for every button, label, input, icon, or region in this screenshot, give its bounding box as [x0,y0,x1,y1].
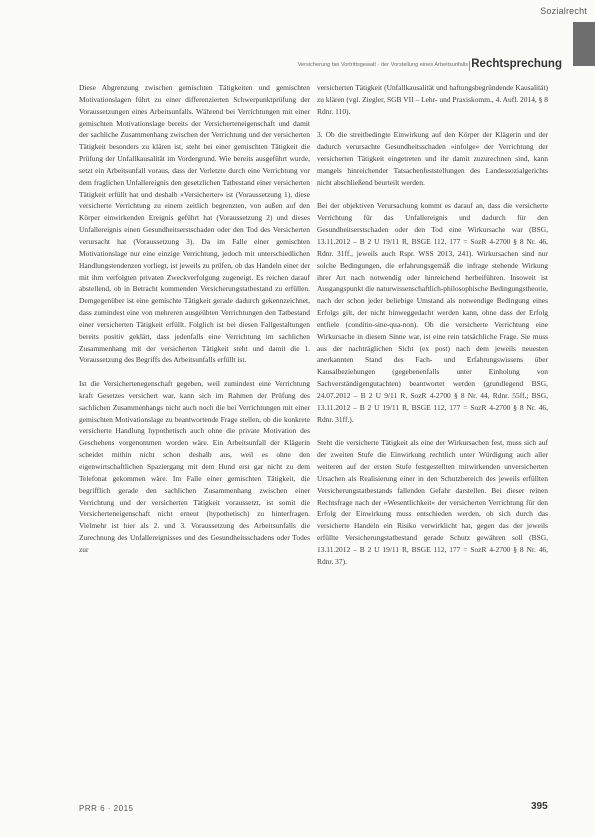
right-column [317,82,548,579]
section-marker-bar [573,22,595,66]
header-divider [469,61,470,71]
footer-page-number: 395 [531,801,548,812]
running-header-path: Versicherung bei Vortrittsgewalt · der Vorstellung eines Arbeitsunfalls [297,62,468,68]
left-paragraph-1: Diese Abgrenzung zwischen gemischten Tätigkeiten und gemischten Motivationslagen führt zu einer differenzierten Schwerpunktprüfung der Voraussetzungen eines Arbeitsunfalls. Während bei Verrichtungen mit einer gemischten Motivationslage bereits der Versicherteneigenschaft und damit der sachliche Zusammenhang zwischen der Verrichtung und der versicherten Tätigkeit besonders zu klären ist, steht bei einer gemischten Tätigkeit die Prüfung der Unfallkausalität im Vordergrund. Wie bereits ausgeführt wurde, setzt ein Arbeitsunfall voraus, dass der Verletzte durch eine Verrichtung vor dem fraglichen Unfallereignis den gesetzlichen Tatbestand einer versicherten Tätigkeit erfüllt hat und deshalb »Versicherter« ist (Voraussetzung 1), diese versicherte Verrichtung zu einem zeitlich begrenzten, von außen auf den Körper einwirkenden Ereignis geführt hat (Voraussetzung 2) und dieses Unfallereignis einen Gesundheitserstschaden oder den Tod des Versicherten verursacht hat (Voraussetzung 3). Da im Falle einer gemischten Motivationslage nur eine einzige Verrichtung, jedoch mit unterschiedlichen Handlungstendenzen vorliegt, ist jeweils zu prüfen, ob das Handeln einer der mit ihm verfolgten privaten Zweckverfolgung zugeneigt. Es reichen darauf abstellend, ob in Betracht kommenden Versicherungstatbestand zu erfüllen. Demgegenüber ist eine gemischte Tätigkeit gerade dadurch gekennzeichnet, dass zumindest eine von mehreren ausgeübten Verrichtungen den Tatbestand einer versicherten Tätigkeit erfüllt. Folglich ist bei diesen Fallgestaltungen bereits positiv geklärt, dass jedenfalls eine Verrichtung im sachlichen Zusammenhang mit der versicherten Tätigkeit steht und damit die 1. Voraussetzung des Begriffs des Arbeitsunfalls erfüllt ist. [79,83,310,365]
running-header-section: Rechtsprechung [471,58,562,70]
section-tab-label: Sozialrecht [540,6,587,16]
section-tab [538,0,595,20]
left-paragraph-2: Ist die Versichertenegenschaft gegeben, weil zumindest eine Verrichtung kraft Gesetzes versichert war, kann sich im Rahmen der Prüfung des sachlichen Zusammenhangs nicht auch noch die bei Verrichtungen mit einer gemischten Motivationslage zu beantwortende Frage stellen, ob die konkrete versicherte Handlung hypothetisch auch ohne die private Motivation des Geschehens vorgenommen worden wäre. Ein Arbeitsunfall der Klägerin scheidet mithin nicht schon deshalb aus, weil es ohne den eigenwirtschaftlichen Spaziergang mit dem Hund erst gar nicht zu dem Telefonat gekommen wäre. Im Falle einer gemischten Tätigkeit, die begrifflich gerade den sachlichen Zusammenhang zwischen einer Verrichtung und der versicherten Tätigkeit voraussetzt, ist somit die Versicherteneigenschaft nicht erneut (hypothetisch) zu hinterfragen. Vielmehr ist hier als 2. und 3. Voraussetzung des Arbeitsunfalls die Zurechnung des Unfallereignisses und des Gesundheitsschadens oder Todes zur [79,379,310,554]
right-paragraph-1: versicherten Tätigkeit (Unfallkausalität und haftungsbegründende Kausalität) zu klären (vgl. Ziegler, SGB VII – Lehr- und Praxiskomm., 4. Aufl. 2014, § 8 Rdnr. 110). [317,83,548,116]
right-paragraph-4: Steht die versicherte Tätigkeit als eine der Wirkursachen fest, muss sich auf der zweiten Stufe die Einwirkung rechtlich unter Würdigung auch aller weiteren auf der ersten Stufe festgestellten mitwirkenden unversicherten Ursachen als Realisierung einer in den Schutzbereich des jeweils erfüllten Versicherungstatbestands fallenden Gefahr darstellen. Bei dieser reinen Rechtsfrage nach der »Wesentlichkeit« der versicherten Verrichtung für den Erfolg der Einwirkung muss entschieden werden, ob sich durch das versicherte Handeln ein Risiko verwirklicht hat, gegen das der jeweils erfüllte Versicherungstatbestand gerade Schutz gewähren soll (BSG, 13.11.2012 – B 2 U 19/11 R, BSGE 112, 177 = SozR 4-2700 § 8 Nr. 46, Rdnr. 37). [317,438,548,566]
right-paragraph-3: Bei der objektiven Verursachung kommt es darauf an, dass die versicherte Verrichtung für das Unfallereignis und dadurch für den Gesundheitserstschaden oder den Tod eine Wirkursache war (BSG, 13.11.2012 – B 2 U 19/11 R, BSGE 112, 177 = SozR 4-2700 § 8 Nr. 46, Rdnr. 31ff., jeweils auch Rspr. WSS 2013, 241). Wirkursachen sind nur solche Bedingungen, die erfahrungsgemäß die infrage stehende Wirkung ihrer Art nach notwendig oder hinreichend herbeiführen. Insoweit ist Ausgangspunkt die naturwissenschaftlich-philosophische Bedingungstheorie, nach der schon jeder beliebige Umstand als notwendige Bedingung eines Erfolgs gilt, der nicht hinweggedacht werden kann, ohne dass der Erfolg entfiele (conditio-sine-qua-non). Ob die versicherte Verrichtung eine Wirkursache in diesem Sinne war, ist eine rein tatsächliche Frage. Sie muss aus der nachträglichen Sicht (ex post) nach dem jeweils neuesten anerkannten Stand des Fach- und Erfahrungswissens über Kausalbeziehungen (gegebenenfalls unter Einholung von Sachverständigengutachten) beantwortet werden (grundlegend BSG, 24.07.2012 – B 2 U 9/11 R, SozR 4-2700 § 8 Nr. 44, Rdnr. 55ff.; BSG, 13.11.2012 – B 2 U 19/11 R, BSGE 112, 177 = SozR 4-2700 § 8 Nr. 46, Rdnr. 31ff.). [317,201,548,424]
right-paragraph-2: 3. Ob die streitbedingte Einwirkung auf den Körper der Klägerin und der dadurch verursachte Gesundheitsschaden »infolge« der Verrichtung der versicherten Tätigkeit eingetreten und ihr damit zuzurechnen sind, kann mangels hinreichender Tatsachenfeststellungen des Landessozialgerichts nicht abschließend beurteilt werden. [317,130,548,187]
left-column [79,82,310,568]
footer-journal: PRR 6 · 2015 [79,804,134,813]
